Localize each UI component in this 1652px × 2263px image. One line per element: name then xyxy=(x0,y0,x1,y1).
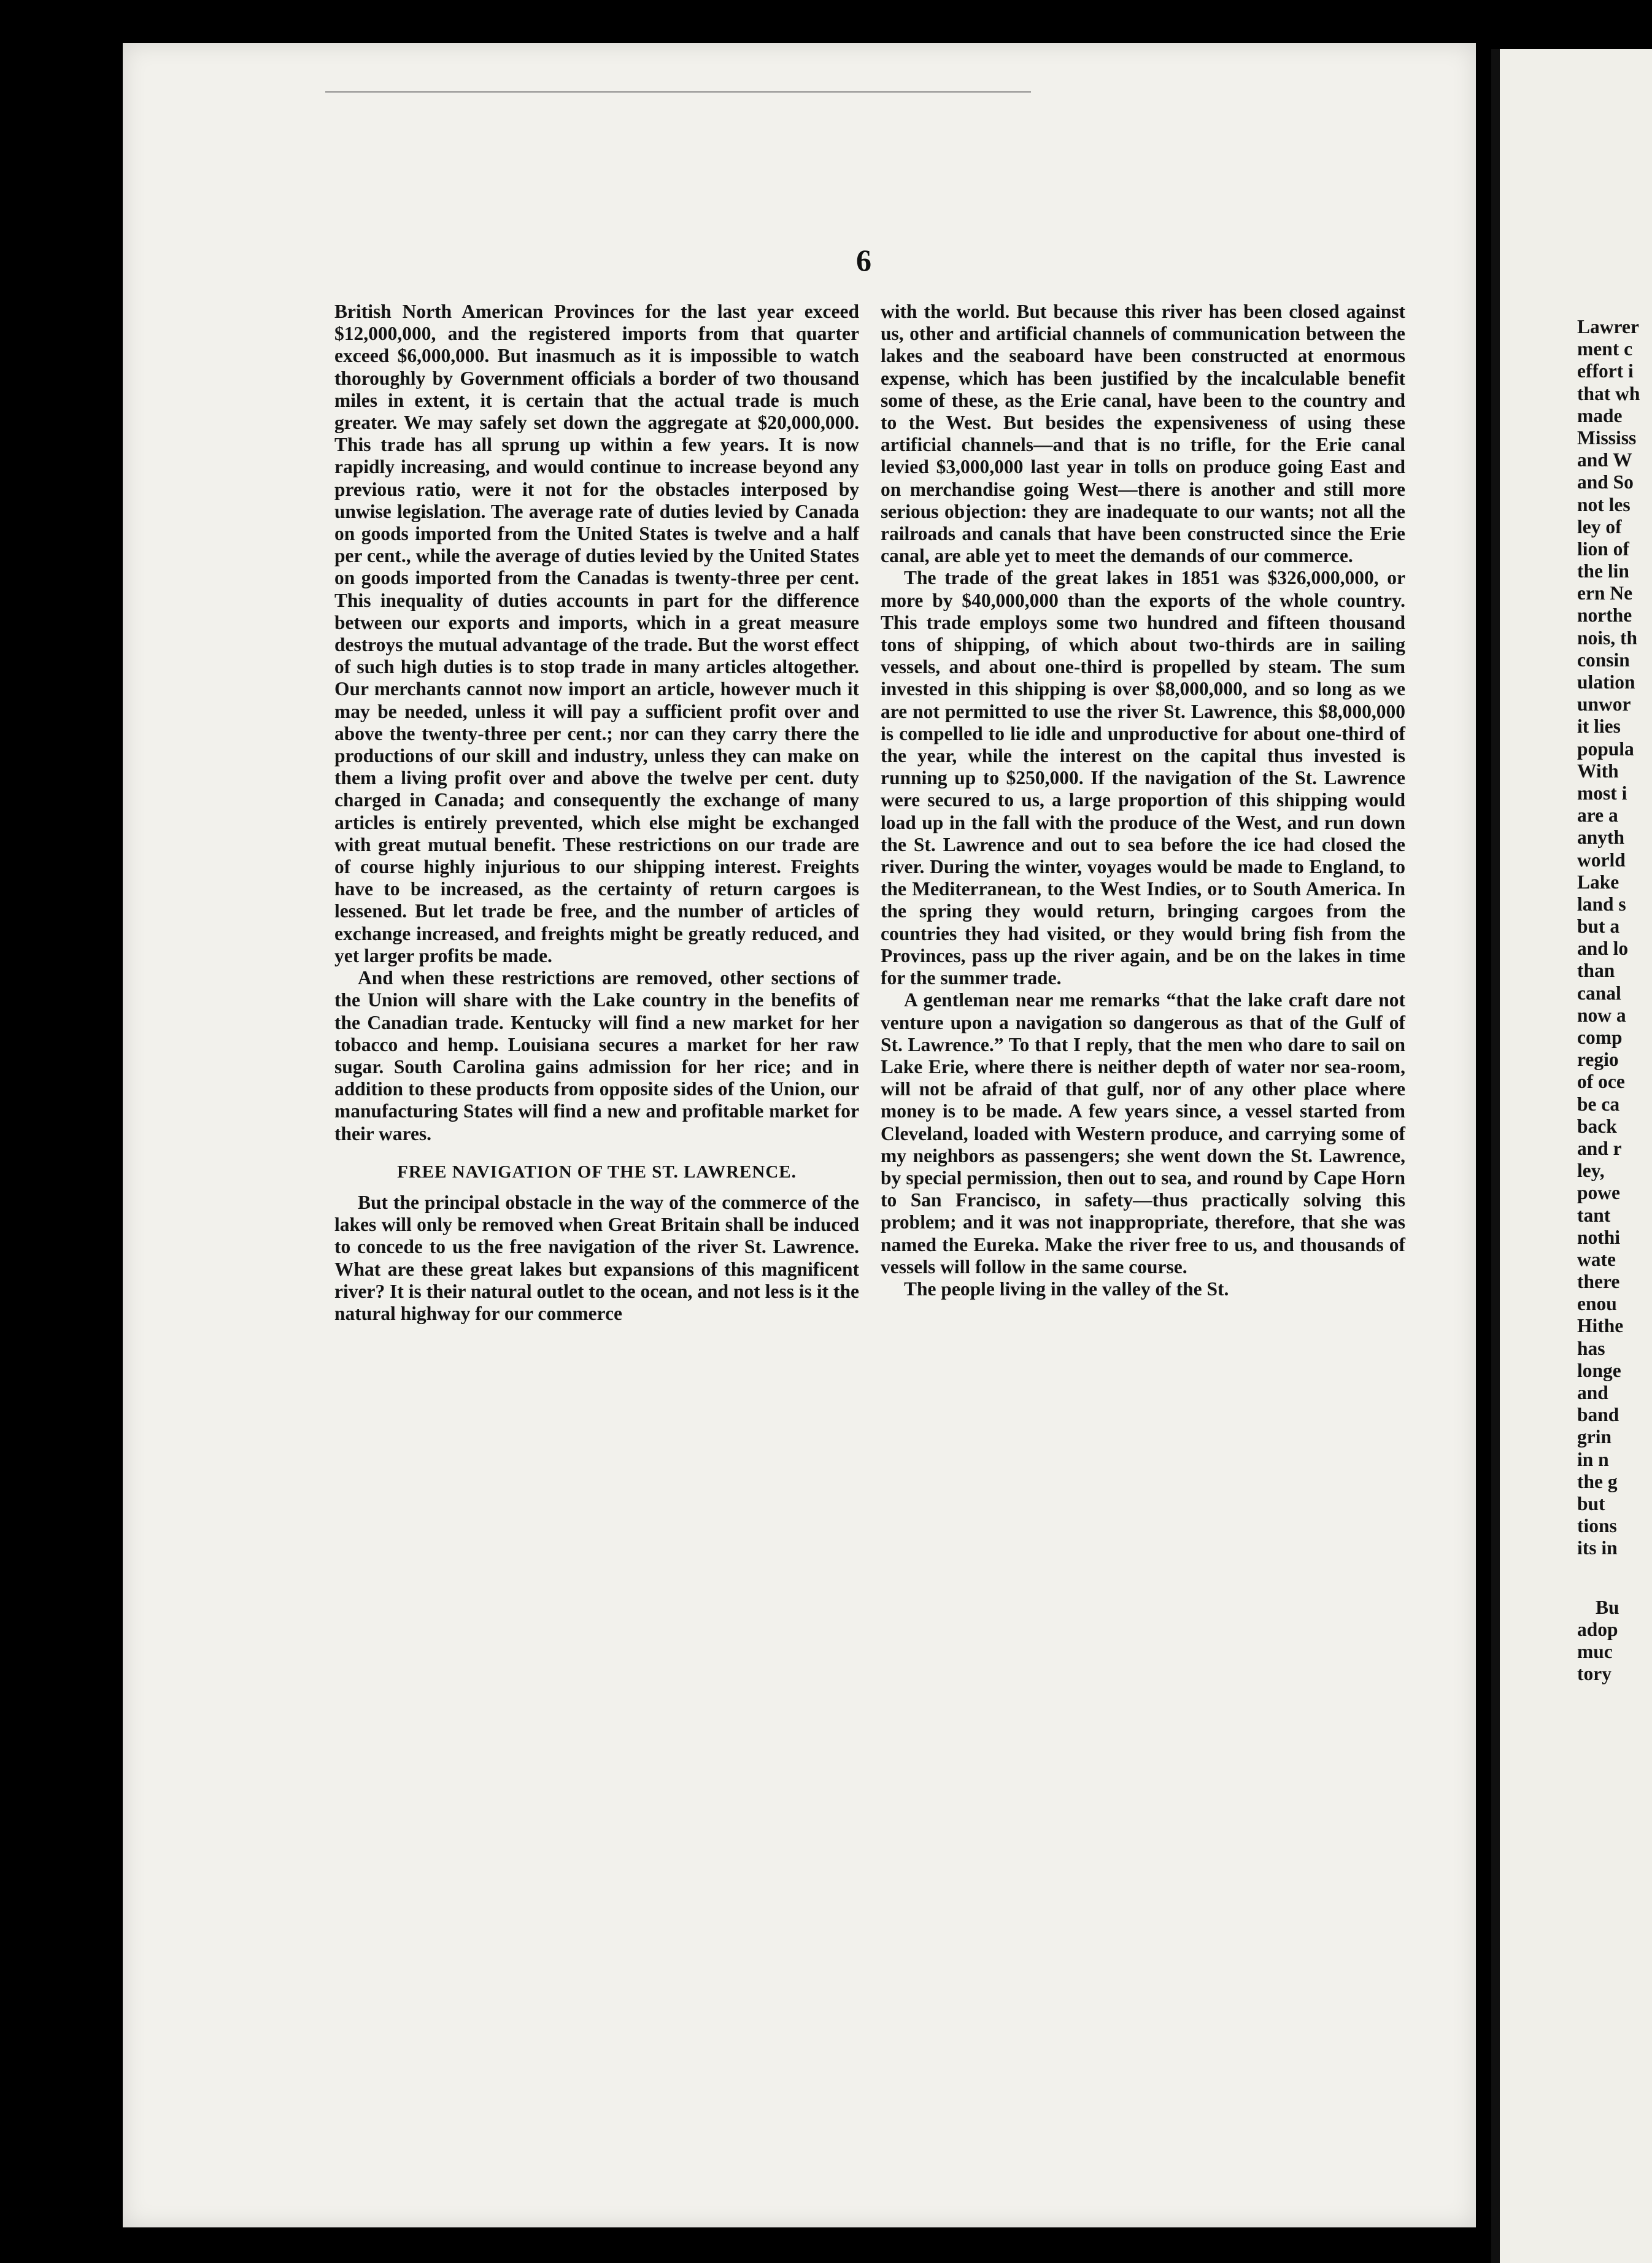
next-page-fragment-line: ment c xyxy=(1577,338,1633,360)
next-page-fragment-line: there xyxy=(1577,1271,1620,1293)
next-page-fragment-line: ley, xyxy=(1577,1160,1605,1182)
next-page-fragment-line: tions xyxy=(1577,1515,1617,1537)
next-page-fragment-line: tant xyxy=(1577,1204,1611,1226)
next-page-fragment-line: regio xyxy=(1577,1049,1619,1071)
next-page-fragment-line: ulation xyxy=(1577,671,1635,693)
next-page-fragment-line: grin xyxy=(1577,1426,1612,1448)
next-page-fragment-line: adop xyxy=(1577,1618,1618,1640)
next-page-fragment-line: that wh xyxy=(1577,382,1640,404)
next-page-fragment-line: but a xyxy=(1577,916,1620,938)
next-page-fragment-line: comp xyxy=(1577,1027,1623,1048)
next-page-fragment-line: of oce xyxy=(1577,1071,1625,1093)
next-page-fragment-line: the g xyxy=(1577,1470,1618,1492)
next-page-fragment-line: ern Ne xyxy=(1577,582,1633,604)
next-page-fragment-line: powe xyxy=(1577,1182,1620,1204)
next-page-fragment-line: it lies xyxy=(1577,715,1621,738)
next-page-fragment-line: popula xyxy=(1577,738,1634,760)
next-page-fragment-line: Lawrer xyxy=(1577,316,1639,337)
next-page-fragment-line: Hithe xyxy=(1577,1315,1624,1337)
next-page-fragment-line: effort i xyxy=(1577,360,1634,382)
next-page-fragment-line: and lo xyxy=(1577,938,1629,960)
right-paragraph-2: The trade of the great lakes in 1851 was $326,000,000, or more by $40,000,000 than the exports of the whole country. This trade employs some two hundred and fifteen thousand tons of shipping, of which about two-thirds are in sailing vessels, and about one-third is propelled by steam. The sum invested in this shipping is over $8,000,000, and so long as we are not permitted to use the river St. Lawrence, this $8,000,000 is compelled to lie idle and unproductive for about one-third of the year, while the interest on the capital thus invested is running up to $250,000. If the navigation of the St. Lawrence were secured to us, a large proportion of this shipping would load up in the fall with the produce of the West, and run down the St. Lawrence and out to sea before the ice had closed the river. During the winter, voyages would be made to England, to the Mediterranean, to the West Indies, or to South America. In the spring they would return, bringing cargoes from the countries they had visited, or they would bring fish from the Provinces, pass up the river again, and be on the lakes in time for the summer trade. xyxy=(881,567,1405,989)
fragment-gap xyxy=(1577,1560,1652,1597)
next-page-fragment-line: Mississ xyxy=(1577,426,1637,449)
left-column xyxy=(334,301,859,1325)
next-page-fragment-line: canal xyxy=(1577,982,1621,1004)
next-page-fragment-line: back xyxy=(1577,1115,1617,1137)
next-page-fragment-line: nothi xyxy=(1577,1226,1621,1248)
next-page-fragment-line: and W xyxy=(1577,449,1632,471)
next-page-fragment-line: wate xyxy=(1577,1248,1616,1270)
next-page-fragment-line: nois, th xyxy=(1577,626,1638,649)
next-page-fragment-line: Lake xyxy=(1577,871,1619,893)
next-page-fragment-line: the lin xyxy=(1577,560,1629,582)
next-page-fragments xyxy=(1577,316,1652,1685)
next-page-fragment-line: most i xyxy=(1577,782,1627,804)
right-paragraph-4: The people living in the valley of the St. xyxy=(904,1278,1229,1300)
next-page-fragment-line: than xyxy=(1577,960,1615,982)
page-top-marks xyxy=(325,91,1031,100)
right-paragraph-1: with the world. But because this river has been closed against us, other and artificial channels of communication between the lakes and the seaboard have been constructed at enormous expense, which has been justified by the incalculable benefit some of these, as the Erie canal, have been to the country and to the West. But besides the expensiveness of using these artificial channels—and that is no trifle, for the Erie canal levied $3,000,000 last year in tolls on produce going East and on merchandise going West—there is another and still more serious objection: they are inadequate to our wants; not all the railroads and canals that have been constructed since the Erie canal, are able yet to meet the demands of our commerce. xyxy=(881,301,1405,567)
next-page-fragment-line: ley of xyxy=(1577,515,1622,538)
left-paragraph-3: But the principal obstacle in the way of the commerce of the lakes will only be removed when Great Britain shall be induced to concede to us the free navigation of the river St. Lawrence. What are these great lakes but expansions of this magnificent river? It is their natural outlet to the ocean, and not less is it the natural highway for our commerce xyxy=(334,1191,859,1324)
left-paragraph-1: British North American Provinces for the last year exceed $12,000,000, and the registered imports from that quarter exceed $6,000,000. But inasmuch as it is impossible to watch thoroughly by Government officials a border of two thousand miles in extent, it is certain that the actual trade is much greater. We may safely set down the aggregate at $20,000,000. This trade has all sprung up within a few years. It is now rapidly increasing, and would continue to increase beyond any previous ratio, were it not for the obstacles interposed by unwise legislation. The average rate of duties levied by Canada on goods imported from the United States is twelve and a half per cent., while the average of duties levied by the United States on goods imported from the Canadas is twenty-three per cent. This inequality of duties accounts in part for the difference between our exports and imports, which in a great measure destroys the mutual advantage of the trade. But the worst effect of such high duties is to stop trade in many articles altogether. Our merchants cannot now import an article, however much it may be needed, unless it will pay a sufficient profit over and above the twenty-three per cent.; nor can they carry there the productions of our skill and industry, unless they can make on them a living profit over and above the twelve per cent. duty charged in Canada; and consequently the exchange of many articles is entirely prevented, which else might be exchanged with great mutual benefit. These restrictions on our trade are of course highly injurious to our shipping interest. Freights have to be increased, as the certainty of return cargoes is lessened. But let trade be free, and the number of articles of exchange increased, and freights might be greatly reduced, and yet larger profits be made. xyxy=(334,301,859,966)
section-heading: FREE NAVIGATION OF THE ST. LAWRENCE. xyxy=(397,1162,797,1182)
next-page-fragment-line: tory xyxy=(1577,1663,1611,1685)
next-page-fragment-line: world xyxy=(1577,849,1626,871)
next-page-fragment-line: and xyxy=(1577,1382,1608,1403)
next-page-fragment-line: lion of xyxy=(1577,538,1629,560)
next-page-fragment-line: band xyxy=(1577,1404,1619,1426)
next-page-fragment-line: northe xyxy=(1577,604,1632,626)
next-page-fragment-line: longe xyxy=(1577,1359,1621,1381)
next-page-fragment-line: its in xyxy=(1577,1537,1618,1559)
next-page-fragment-line: made xyxy=(1577,404,1623,426)
next-page-fragment-line: With xyxy=(1577,760,1619,782)
next-page-fragment-line: has xyxy=(1577,1337,1605,1359)
next-page-fragment-line: be ca xyxy=(1577,1093,1620,1115)
next-page-fragment-line: Bu xyxy=(1596,1596,1619,1618)
right-column xyxy=(881,301,1405,1300)
next-page-fragment-line: and So xyxy=(1577,471,1634,493)
next-page-fragment-line: enou xyxy=(1577,1293,1617,1315)
page-gutter xyxy=(1491,49,1500,2263)
next-page-fragment-line: consin xyxy=(1577,649,1630,671)
next-page-fragment-line: and r xyxy=(1577,1137,1622,1159)
page-number: 6 xyxy=(856,243,871,277)
next-page-fragment-line: are a xyxy=(1577,804,1618,827)
next-page-fragment-line: unwor xyxy=(1577,693,1631,715)
next-page-fragment-line: now a xyxy=(1577,1004,1626,1026)
next-page-fragment-line: anyth xyxy=(1577,827,1625,849)
next-page-fragment-line: muc xyxy=(1577,1640,1613,1662)
next-page-fragment-line: but xyxy=(1577,1492,1605,1514)
left-paragraph-2: And when these restrictions are removed, other sections of the Union will share with the Lake country in the benefits of the Canadian trade. Kentucky will find a new market for her tobacco and hemp. Louisiana secures a market for her raw sugar. South Carolina gains admission for her rice; and in addition to these products from opposite sides of the Union, our manufacturing States will find a new and profitable market for their wares. xyxy=(334,967,859,1144)
right-paragraph-3: A gentleman near me remarks “that the lake craft dare not venture upon a navigation so dangerous as that of the Gulf of St. Lawrence.” To that I reply, that the men who dare to sail on Lake Erie, where there is neither depth of water nor sea-room, will not be afraid of that gulf, nor of any other place where money is to be made. A few years since, a vessel started from Cleveland, loaded with Western produce, and carrying some of my neighbors as passengers; she went down the St. Lawrence, by special permission, then out to sea, and round by Cape Horn to San Francisco, in safety—thus practically solving this problem; and it was not inappropriate, therefore, that she was named the Eureka. Make the river free to us, and thousands of vessels will follow in the same course. xyxy=(881,989,1405,1278)
next-page-fragment-line: not les xyxy=(1577,493,1631,515)
next-page-fragment-line: in n xyxy=(1577,1448,1609,1470)
next-page-fragment-line: land s xyxy=(1577,893,1626,915)
